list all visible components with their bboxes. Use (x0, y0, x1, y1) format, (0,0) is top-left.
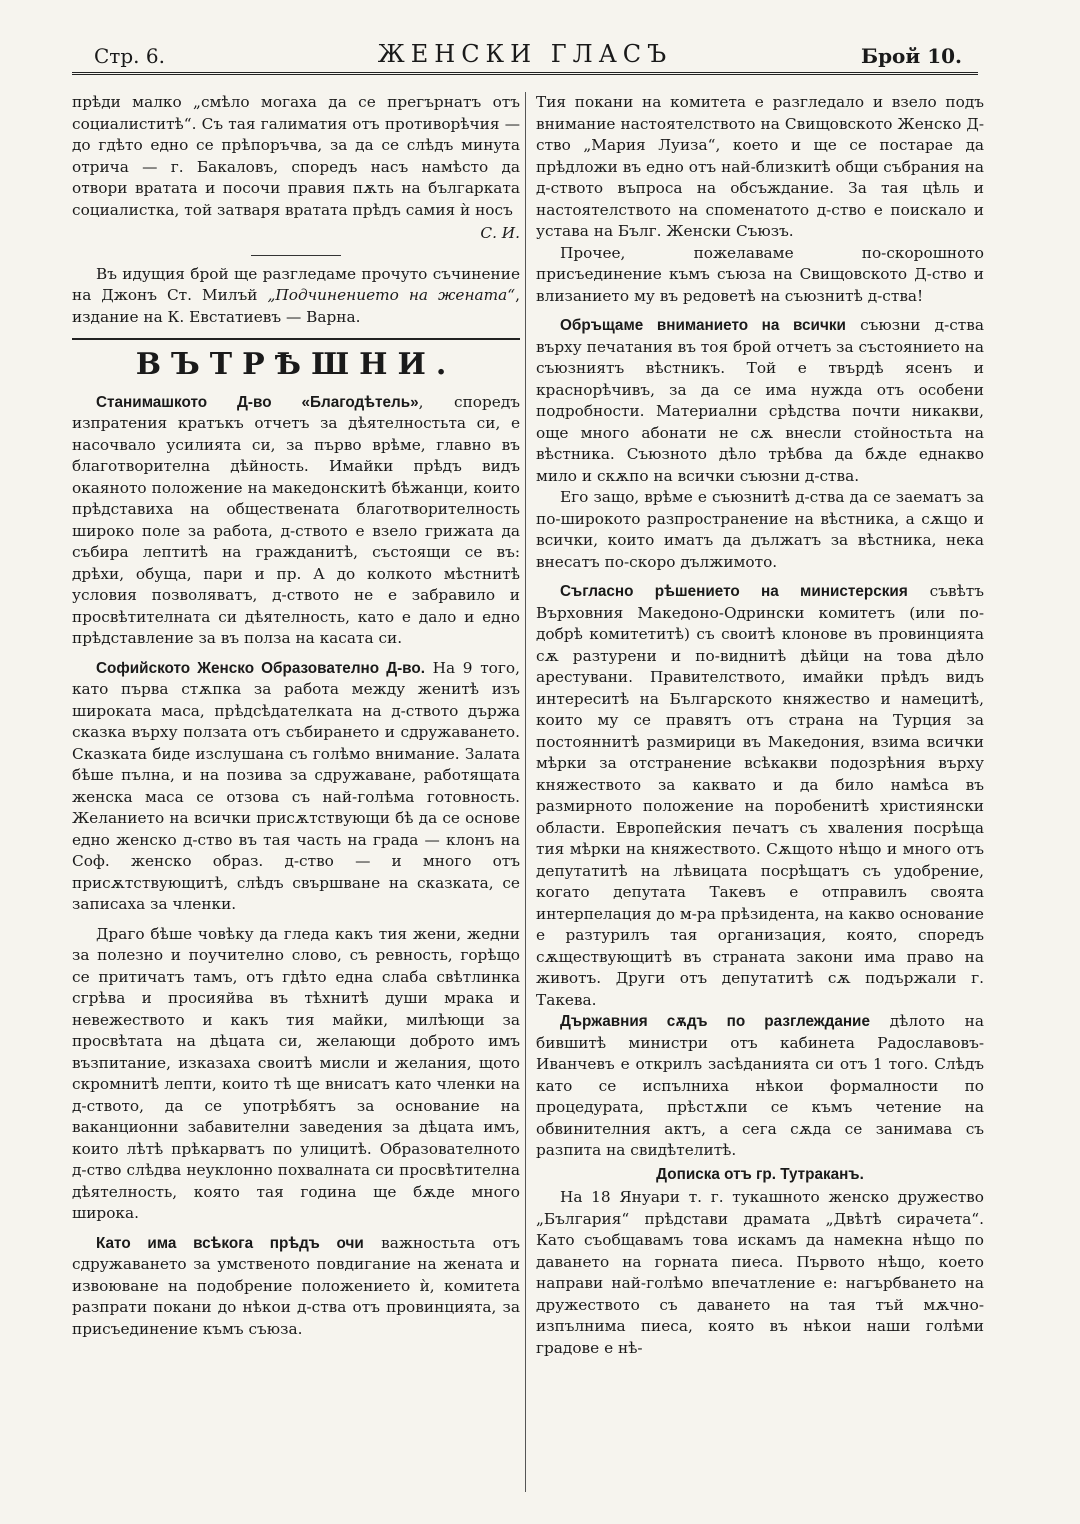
book-title: „Подчинението на жената“ (267, 286, 516, 304)
author-signature: С. И. (480, 224, 520, 242)
article-paragraph: прѣди малко „смѣло могаха да се прегърнатъ отъ социалиститѣ“. Съ тая галиматия отъ противорѣчия — до гдѣто едно се прѣпоръчва, за да се слѣдъ минута отрича — г. Бакаловъ, споредъ насъ намѣсто да отвори вратата и посочи правия пѫть на българката социалистка, той затваря вратата прѣдъ самия ѝ носъ (72, 93, 520, 219)
divider (251, 255, 341, 256)
news-item: Прочее, пожелаваме по-скорошното присъединение къмъ съюза на Свищовското Д-ство и влизанието му въ редоветѣ на съюзнитѣ д-ства! (536, 243, 984, 305)
issue-number: Брой 10. (860, 44, 962, 68)
section-title: ВЪТРѢШНИ. (135, 347, 457, 382)
news-item: Като има всѣкога прѣдъ очи важностьта отъ сдружаването за умственото повдигание на жената и извоюване на подобрение положението ѝ, комитета разпрати покани до нѣкои д-ства отъ провинцията, за присъединение къмъ съюза. (72, 1233, 520, 1338)
right-column (536, 92, 984, 1492)
news-item: Обръщаме вниманието на всички съюзни д-ства върху печатания въ тоя брой отчетъ за състоянието на съюзниятъ вѣстникъ. Той е твърдѣ ясенъ и краснорѣчивъ, за да се има нужда отъ особени подробности. Материални срѣдства почти никакви, още много абонати не сѫ внесли стойностьта на вѣстника. Съюзното дѣло трѣбва да бѫде еднакво мило и скѫпо на всички съюзни д-ства. (536, 316, 984, 485)
news-item: Съгласно рѣшението на министерския съвѣтъ Върховния Македоно-Одрински комитетъ (или по-добрѣ комитетитѣ) съ своитѣ клонове въ провинцията сѫ разтурени и по-виднитѣ дѣйци на това дѣло арестувани. Правителството, имайки прѣдъ видъ интереситѣ на Българското княжество и намецитѣ, които му се правятъ отъ страна на Турция за постояннитѣ размирици въ Македония, взима всички мѣрки за отстранение всѣкакви подозрѣния върху княжеството за каквато и да било намѣса въ размирното положение на поробенитѣ християнски области. Европейския печатъ съ хваления посрѣща тия мѣрки на княжеството. Сѫщото нѣщо и много отъ депутатитѣ на лѣвицата посрѣщатъ съ удобрение, когато депутата Такевъ е отправилъ своята интерпелация до м-ра прѣзидента, на какво основание е разтурилъ тая организация, която, споредъ сѫществующитѣ въ страната закони има право на животъ. Други отъ депутатитѣ сѫ подържали г. Такева. (536, 582, 984, 1009)
page-number: Стр. 6. (94, 44, 165, 68)
news-item: Държавния сѫдъ по разглеждание дѣлото на бившитѣ министри отъ кабинета Радославовъ-Иванчевъ е открилъ засѣданията си отъ 1 того. Слѣдъ като се испълниха нѣкои формалности по процедурата, прѣстѫпи се къмъ четение на обвинителния актъ, а сега сѫда се занимава съ разпита на свидѣтелитѣ. (536, 1012, 984, 1159)
news-item: На 18 Януари т. г. тукашното женско дружество „България“ прѣдстави драмата „Двѣтѣ сирачета“. Като съобщавамъ това искамъ да намекна нѣщо по даването на горната пиеса. Първото нѣщо, което направи най-голѣмо впечатление е: нагърбването на дружеството съ даването на тая тъй мѫчно-изпълнима пиеса, която въ нѣкои наши голѣми градове е нѣ- (536, 1188, 984, 1357)
notice-paragraph: Въ идущия брой ще разгледаме прочуто съчинение на Джонъ Ст. Милъй „Подчинението на жената“, издание на К. Евстатиевъ — Варна. (72, 264, 520, 326)
left-column (72, 92, 520, 1492)
correspondence-heading: Дописка отъ гр. Тутраканъ. (656, 1165, 864, 1183)
news-item: Его защо, врѣме е съюзнитѣ д-ства да се заематъ за по-широкото разпространение на вѣстника, а сѫщо и всички, които иматъ да дължатъ за вѣстника, нека внесатъ по-скоро дължимото. (536, 488, 984, 571)
section-rule (72, 338, 520, 340)
news-item: Тия покани на комитета е разгледало и взело подъ внимание настоятелството на Свищовското Женско Д-ство „Мария Луиза“, което и ще се постарае да прѣдложи въ едно отъ най-близкитѣ общи събрания на д-ството въпроса на обсъждание. За тая цѣль и настоятелството на споменатото д-ство е поискало и устава на Бълг. Женски Съюзъ. (536, 93, 984, 240)
newspaper-title: ЖЕНСКИ ГЛАСЪ (377, 40, 673, 68)
page-header (72, 38, 978, 75)
news-item: Софийското Женско Образователно Д-во. На 9 того, като първа стѫпка за работа между женитѣ изъ широката маса, прѣдсѣдателката на д-ството държа сказка върху ползата отъ събирането и сдружаването. Сказката биде изслушана съ голѣмо внимание. Залата бѣше пълна, и на позива за сдружаване, работящата женска маса се отзова съ най-голѣма готовность. Желанието на всички присѫтствующи бѣ да се основе едно женско д-ство въ тая часть на града — клонъ на Соф. женско образ. д-ство — и много отъ присѫтствующитѣ, слѣдъ свършване на сказката, се записаха за членки. (72, 658, 520, 913)
column-divider (525, 92, 526, 1492)
news-item: Станимашкото Д-во «Благодѣтель», споредъ изпратения кратъкъ отчетъ за дѣятелностьта си, е насочвало усилията си, за първо врѣме, главно въ благотворителна дѣйность. Имайки прѣдъ видъ окаяното положение на македонскитѣ бѣжанци, които прѣдставиха на обществената благотворителность широко поле за работа, д-ството е взело грижата да събира лептитѣ на гражданитѣ, състоящи се въ: дрѣхи, обуща, пари и пр. А до колкото мѣстнитѣ условия позволяватъ, д-ството не е забравило и просвѣтителната си дѣятелность, като е дало и едно прѣдставление за въ полза на касата си. (72, 392, 520, 647)
news-item: Драго бѣше човѣку да гледа какъ тия жени, жедни за полезно и поучително слово, съ ревность, горѣщо се притичатъ тамъ, отъ гдѣто една слаба свѣтлинка сгрѣва и просияйва въ тѣхнитѣ души мрака и невежеството и какъ тия майки, милѣющи за просвѣтата на дѣцата си, желающи доброто имъ възпитание, изказаха своитѣ мисли и желания, щото скромнитѣ лепти, които тѣ ще внисатъ като членки на д-ството, да се употрѣбятъ за основание на ваканционни забавителни заведения за дѣцата имъ, които лѣтѣ прѣкарватъ по улицитѣ. Образователното д-ство слѣдва неуклонно похвалната си просвѣтителна дѣятелность, която тая година ще бѫде много широка. (72, 924, 520, 1222)
